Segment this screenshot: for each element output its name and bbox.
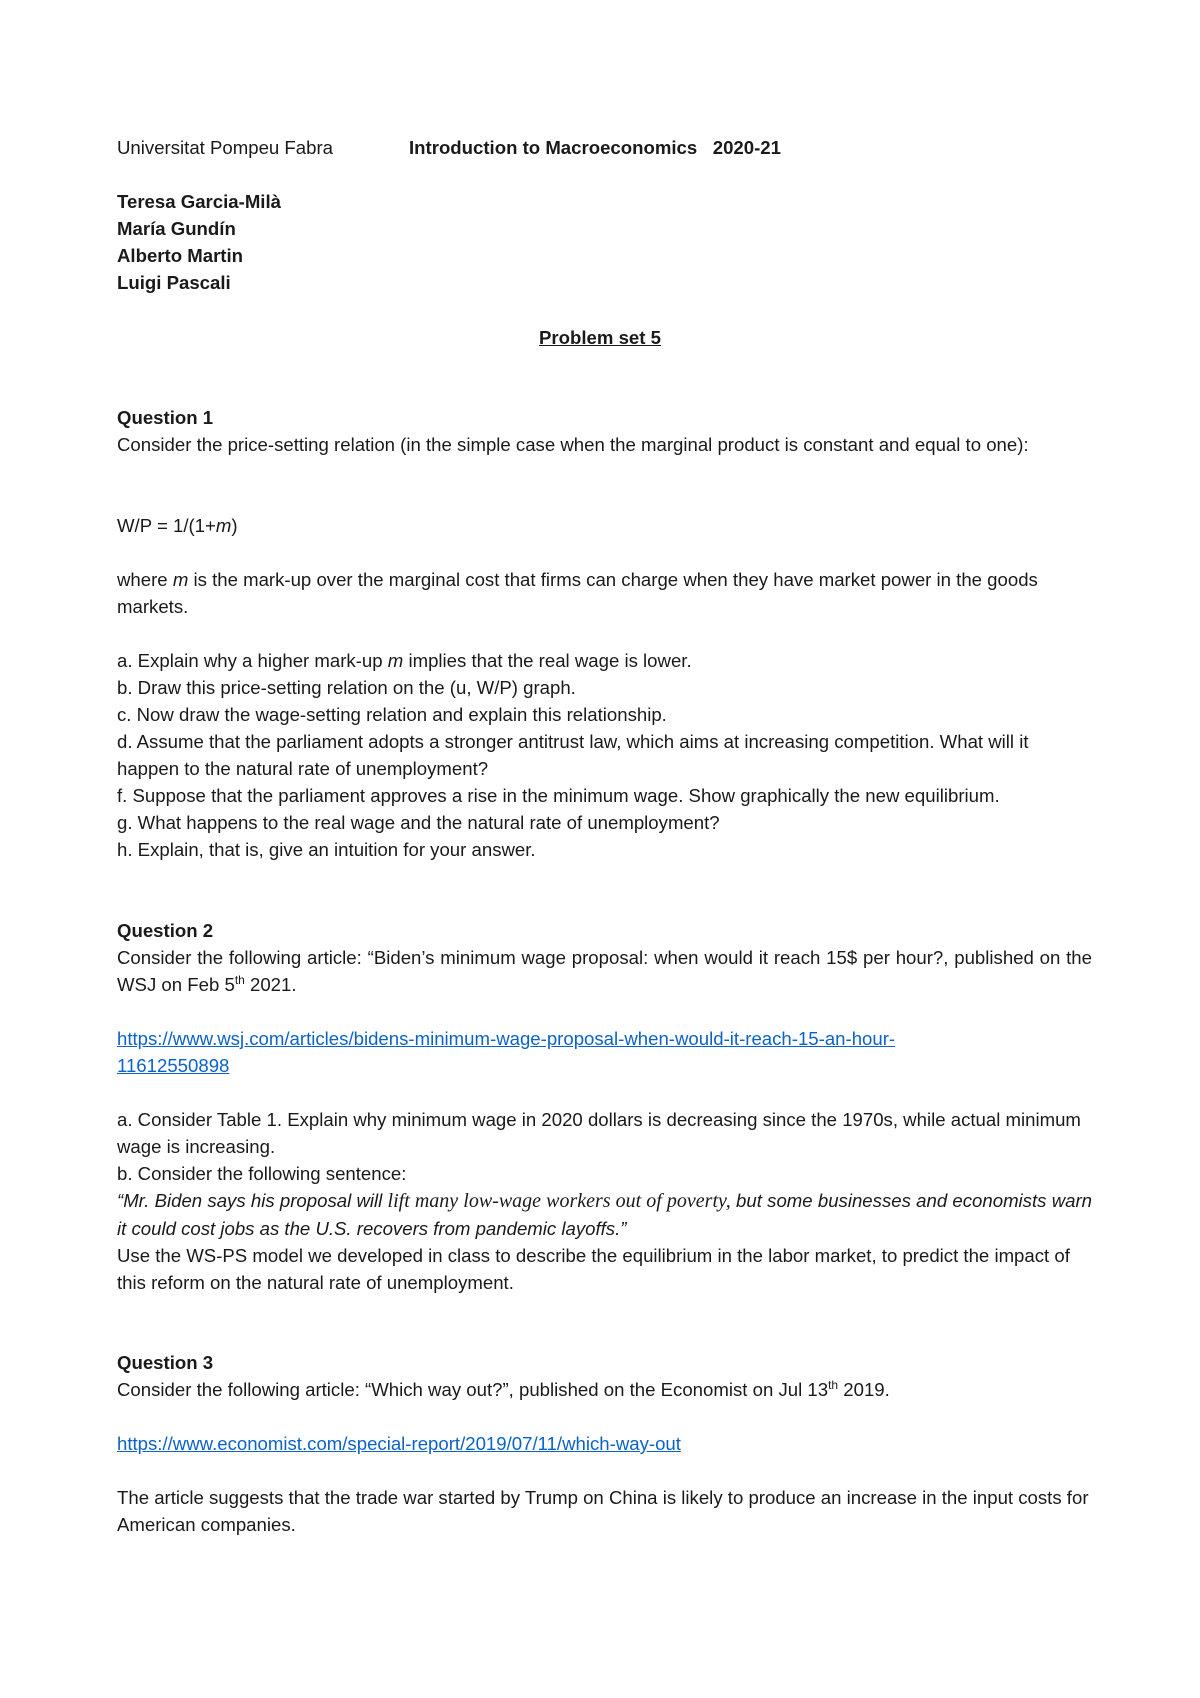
page-title: Problem set 5 xyxy=(539,327,661,348)
question-2-intro xyxy=(117,944,1092,998)
formula-explanation xyxy=(117,566,1092,620)
item-h: h. Explain, that is, give an intuition for your answer. xyxy=(117,839,536,860)
intro-text-end: 2019. xyxy=(838,1379,890,1400)
wsj-article-link[interactable] xyxy=(117,1025,1092,1079)
quote-emphasis: lift many low-wage workers out of poverty, xyxy=(387,1190,731,1212)
question-2-items xyxy=(117,1106,1092,1296)
author-name: María Gundín xyxy=(117,218,236,239)
author-name: Luigi Pascali xyxy=(117,272,231,293)
quote-text: “Mr. Biden says his proposal will xyxy=(117,1190,388,1211)
link-line[interactable]: 11612550898 xyxy=(117,1055,230,1076)
university-name: Universitat Pompeu Fabra xyxy=(117,137,333,158)
economist-article-link[interactable] xyxy=(117,1430,1092,1457)
item-f: f. Suppose that the parliament approves a rise in the minimum wage. Show graphically the new equilibrium. xyxy=(117,785,1000,806)
course-name: Introduction to Macroeconomics xyxy=(409,137,698,158)
link-line[interactable]: https://www.economist.com/special-report/2019/07/11/which-way-out xyxy=(117,1433,681,1454)
item-b: b. Consider the following sentence: xyxy=(117,1163,407,1184)
item-instruction: Use the WS-PS model we developed in class to describe the equilibrium in the labor market, to predict the impact of this reform on the natural rate of unemployment. xyxy=(117,1245,1070,1293)
question-3-heading: Question 3 xyxy=(117,1352,214,1373)
quote-text-end: but some businesses and economists warn it could cost jobs as the U.S. recovers from pandemic layoffs.” xyxy=(117,1190,1092,1239)
course-year: 2020-21 xyxy=(712,137,781,158)
author-name: Teresa Garcia-Milà xyxy=(117,191,281,212)
intro-text-end: 2021. xyxy=(244,974,297,995)
question-3-intro xyxy=(117,1376,1092,1403)
intro-text: Consider the following article: “Biden’s minimum wage proposal: when would it reach 15$ per hour?, published on the WSJ on Feb 5 xyxy=(117,947,1092,995)
item-a-text-end: implies that the real wage is lower. xyxy=(403,650,692,671)
author-name: Alberto Martin xyxy=(117,245,244,266)
intro-text: Consider the following article: “Which way out?”, published on the Economist on Jul 13 xyxy=(117,1379,829,1400)
link-line[interactable]: https://www.wsj.com/articles/bidens-minimum-wage-proposal-when-would-it-reach-15-an-hour- xyxy=(117,1028,896,1049)
item-a-text: a. Explain why a higher mark-up xyxy=(117,650,388,671)
item-c: c. Now draw the wage-setting relation and explain this relationship. xyxy=(117,704,667,725)
question-1-intro: Consider the price-setting relation (in the simple case when the marginal product is constant and equal to one): xyxy=(117,434,1029,455)
course-title xyxy=(409,134,781,161)
explanation-text-end: is the mark-up over the marginal cost that firms can charge when they have market power in the goods markets. xyxy=(117,569,1038,617)
formula-text-end: ) xyxy=(231,515,238,536)
item-b: b. Draw this price-setting relation on the (u, W/P) graph. xyxy=(117,677,576,698)
intro-superscript: th xyxy=(828,1378,839,1392)
formula xyxy=(117,512,1092,539)
item-a-variable: m xyxy=(387,650,404,671)
formula-text: W/P = 1/(1+ xyxy=(117,515,216,536)
item-a: a. Consider Table 1. Explain why minimum wage in 2020 dollars is decreasing since the 1970s, while actual minimum wage is increasing. xyxy=(117,1109,1081,1157)
question-1-items xyxy=(117,647,1092,863)
item-g: g. What happens to the real wage and the natural rate of unemployment? xyxy=(117,812,720,833)
question-3-text: The article suggests that the trade war started by Trump on China is likely to produce an increase in the input costs for American companies. xyxy=(117,1487,1089,1535)
question-2-heading: Question 2 xyxy=(117,920,214,941)
explanation-variable: m xyxy=(172,569,189,590)
formula-variable: m xyxy=(215,515,232,536)
intro-superscript: th xyxy=(234,973,245,987)
quote xyxy=(117,1187,1092,1242)
explanation-text: where xyxy=(117,569,173,590)
author-list xyxy=(117,188,1092,296)
item-a xyxy=(117,647,1092,674)
question-1-heading: Question 1 xyxy=(117,407,214,428)
item-d: d. Assume that the parliament adopts a stronger antitrust law, which aims at increasing competition. What will it happen to the natural rate of unemployment? xyxy=(117,731,1029,779)
